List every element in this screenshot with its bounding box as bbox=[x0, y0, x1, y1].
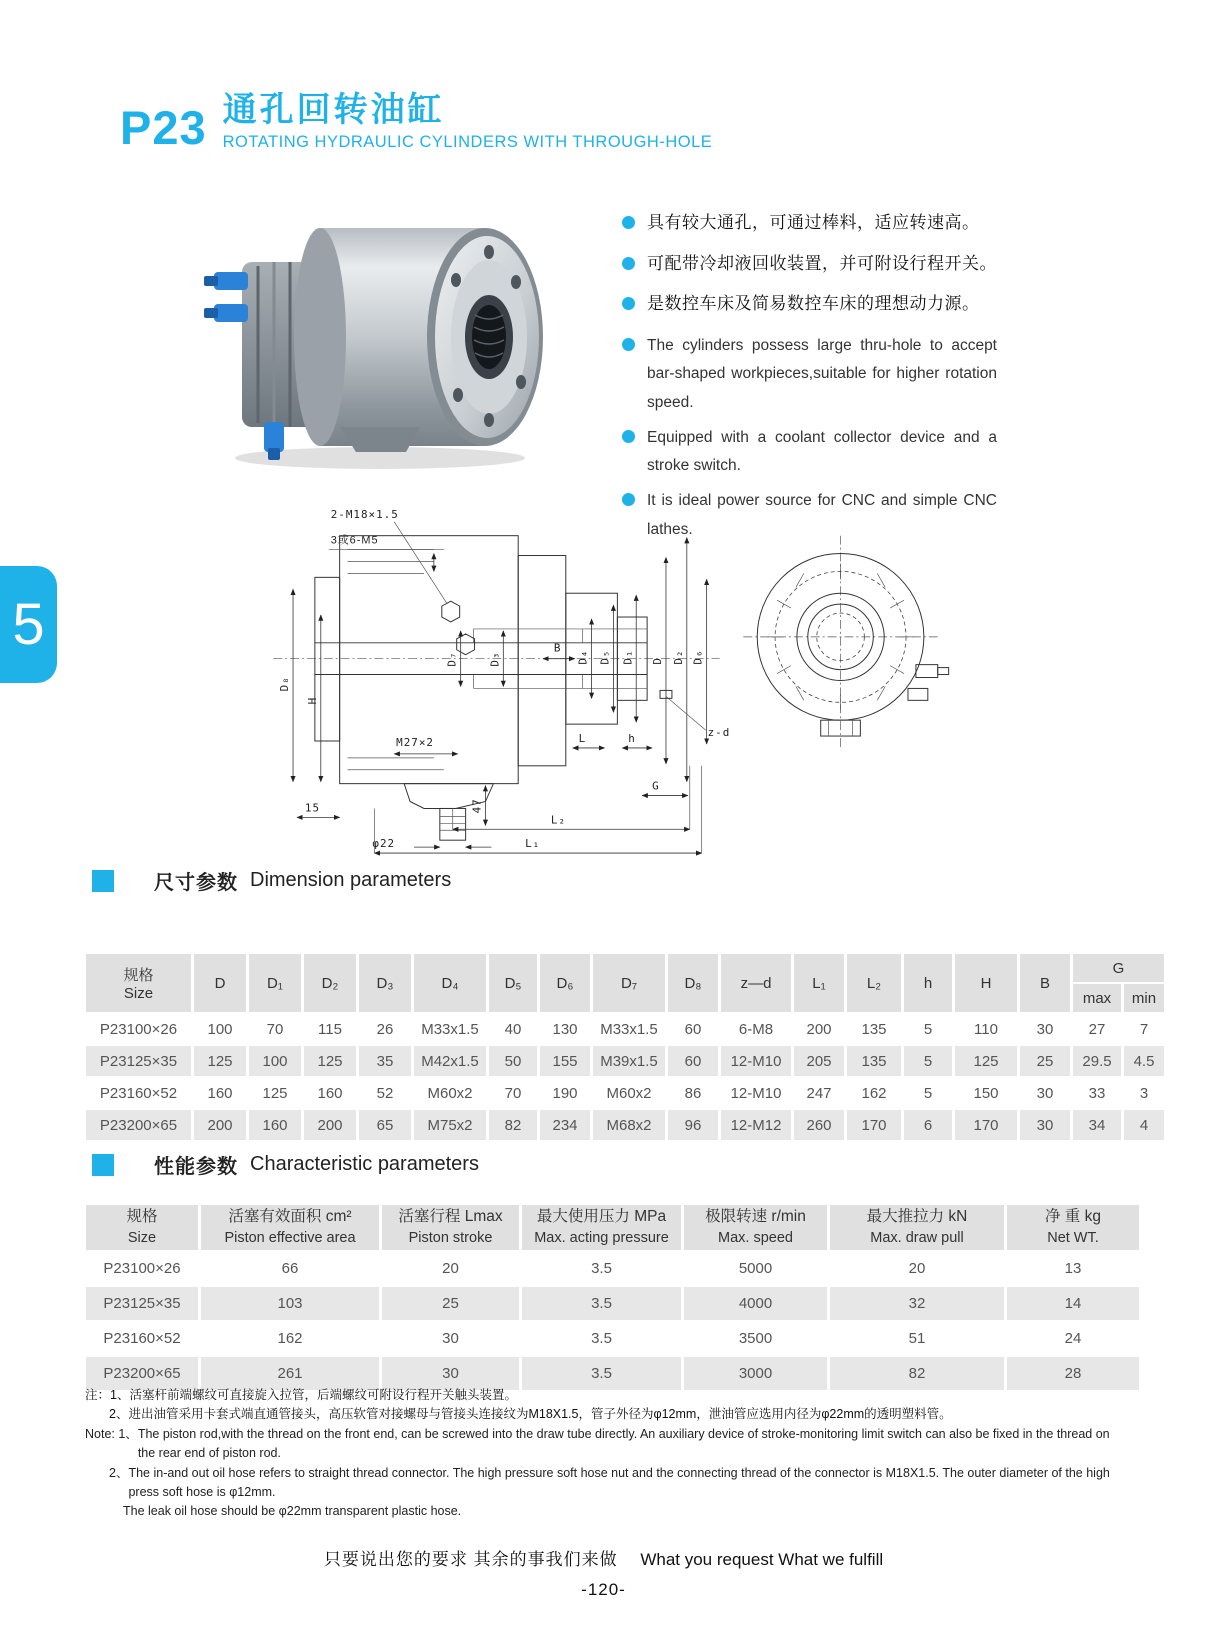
table-cell: 50 bbox=[489, 1046, 537, 1076]
table-cell: 70 bbox=[489, 1078, 537, 1108]
table-cell: M33x1.5 bbox=[593, 1014, 665, 1044]
table-cell: M75x2 bbox=[414, 1110, 486, 1140]
characteristic-table-body bbox=[86, 1252, 1139, 1390]
feature-item bbox=[622, 210, 1042, 236]
table-cell: 3500 bbox=[684, 1322, 827, 1355]
table-cell: P23160×52 bbox=[86, 1078, 191, 1108]
table-cell: 200 bbox=[194, 1110, 246, 1140]
table-cell: 86 bbox=[668, 1078, 718, 1108]
table-cell: 170 bbox=[847, 1110, 901, 1140]
dim-label-zd: z-d bbox=[707, 726, 731, 740]
table-cell: 40 bbox=[489, 1014, 537, 1044]
table-cell: 30 bbox=[382, 1322, 519, 1355]
table-cell: 100 bbox=[194, 1014, 246, 1044]
table-cell: P23100×26 bbox=[86, 1014, 191, 1044]
bullet-icon bbox=[622, 338, 635, 351]
table-cell: 160 bbox=[304, 1078, 356, 1108]
table-cell: 33 bbox=[1073, 1078, 1121, 1108]
notes-block bbox=[85, 1386, 1130, 1522]
table-cell: 3.5 bbox=[522, 1252, 681, 1285]
section-title-zh: 性能参数 bbox=[154, 1156, 238, 1178]
dim-label-d4: D₄ bbox=[576, 649, 590, 665]
table-cell: 34 bbox=[1073, 1110, 1121, 1140]
table-cell: M33x1.5 bbox=[414, 1014, 486, 1044]
feature-item bbox=[622, 424, 1042, 481]
table-cell: 162 bbox=[201, 1322, 379, 1355]
table-cell: 25 bbox=[1020, 1046, 1070, 1076]
dim-label-phi22: φ22 bbox=[372, 837, 396, 851]
table-cell: 60 bbox=[668, 1014, 718, 1044]
dim-label-h-small: h bbox=[628, 731, 636, 745]
table-cell: 260 bbox=[794, 1110, 844, 1140]
col-header: 净 重 kg Net WT. bbox=[1007, 1205, 1139, 1250]
table-cell: 82 bbox=[489, 1110, 537, 1140]
table-cell: 20 bbox=[382, 1252, 519, 1285]
feature-text: Equipped with a coolant collector device and a stroke switch. bbox=[647, 428, 997, 475]
table-cell: 125 bbox=[304, 1046, 356, 1076]
section-marker-icon bbox=[92, 870, 114, 892]
dim-label-m18: 2-M18×1.5 bbox=[330, 507, 399, 521]
table-cell: 26 bbox=[359, 1014, 411, 1044]
table-row bbox=[86, 1110, 1164, 1140]
dim-label-d8: D₈ bbox=[278, 676, 292, 692]
table-cell: 130 bbox=[540, 1014, 590, 1044]
section-marker-icon bbox=[92, 1154, 114, 1176]
col-header: D₅ bbox=[489, 954, 537, 1012]
table-cell: 30 bbox=[1020, 1078, 1070, 1108]
table-cell: 162 bbox=[847, 1078, 901, 1108]
col-header: 最大推拉力 kN Max. draw pull bbox=[830, 1205, 1004, 1250]
table-cell: 24 bbox=[1007, 1322, 1139, 1355]
table-cell: 125 bbox=[249, 1078, 301, 1108]
table-cell: 200 bbox=[794, 1014, 844, 1044]
table-cell: M68x2 bbox=[593, 1110, 665, 1140]
table-cell: 6 bbox=[904, 1110, 952, 1140]
table-cell: 3.5 bbox=[522, 1322, 681, 1355]
feature-text: 具有较大通孔，可通过棒料，适应转速高。 bbox=[647, 213, 980, 232]
note-line: 2、 进出油管采用卡套式端直通管接头，高压软管对接螺母与管接头连接纹为M18X1.5，管子外径为φ12mm，泄油管应选用内径为φ22mm的透明塑料管。 bbox=[109, 1407, 952, 1422]
table-cell: 12-M10 bbox=[721, 1078, 791, 1108]
table-cell: 12-M10 bbox=[721, 1046, 791, 1076]
table-cell: 103 bbox=[201, 1287, 379, 1320]
page-title-en: ROTATING HYDRAULIC CYLINDERS WITH THROUGH-HOLE bbox=[222, 133, 713, 152]
col-header: L₁ bbox=[794, 954, 844, 1012]
table-cell: 32 bbox=[830, 1287, 1004, 1320]
dim-label-h: H bbox=[305, 696, 319, 705]
table-cell: 96 bbox=[668, 1110, 718, 1140]
note-line: 注：1、 活塞杆前端螺纹可直接旋入拉管，后端螺纹可附设行程开关触头装置。 bbox=[85, 1388, 517, 1402]
col-header: H bbox=[955, 954, 1017, 1012]
col-header: D₄ bbox=[414, 954, 486, 1012]
col-header: D₂ bbox=[304, 954, 356, 1012]
bullet-icon bbox=[622, 216, 635, 229]
table-cell: P23200×65 bbox=[86, 1110, 191, 1140]
table-cell: 115 bbox=[304, 1014, 356, 1044]
table-cell: P23125×35 bbox=[86, 1287, 198, 1320]
bullet-icon bbox=[622, 257, 635, 270]
dim-label-d3: D₃ bbox=[488, 651, 502, 667]
table-row bbox=[86, 1287, 1139, 1320]
product-photo bbox=[190, 200, 565, 480]
col-header-size: 规格 Size bbox=[86, 954, 191, 1012]
table-row bbox=[86, 1014, 1164, 1044]
dim-label-d5: D₅ bbox=[598, 649, 612, 665]
table-cell: 155 bbox=[540, 1046, 590, 1076]
table-cell: 110 bbox=[955, 1014, 1017, 1044]
table-cell: 7 bbox=[1124, 1014, 1164, 1044]
bullet-icon bbox=[622, 297, 635, 310]
table-cell: M39x1.5 bbox=[593, 1046, 665, 1076]
table-cell: 13 bbox=[1007, 1252, 1139, 1285]
table-cell: 60 bbox=[668, 1046, 718, 1076]
dimension-table-body bbox=[86, 1014, 1164, 1140]
table-cell: 82 bbox=[830, 1357, 1004, 1390]
dim-label-d: D bbox=[651, 657, 665, 665]
col-header: D₁ bbox=[249, 954, 301, 1012]
col-header: 活塞行程 Lmax Piston stroke bbox=[382, 1205, 519, 1250]
table-cell: 3 bbox=[1124, 1078, 1164, 1108]
bullet-icon bbox=[622, 430, 635, 443]
dimension-table bbox=[83, 952, 1167, 1142]
table-cell: 234 bbox=[540, 1110, 590, 1140]
note-line: 2、 The in-and out oil hose refers to straight thread connector. The high pressure soft hose nut and the connecting thread of the connector is M18X1.5. The outer diameter of the high press soft hose is φ12mm. bbox=[109, 1465, 1110, 1499]
col-header: D bbox=[194, 954, 246, 1012]
col-header-g-max: max bbox=[1073, 984, 1121, 1012]
table-cell: 3.5 bbox=[522, 1357, 681, 1390]
table-cell: 160 bbox=[194, 1078, 246, 1108]
dim-label-d6: D₆ bbox=[691, 649, 705, 665]
feature-text: The cylinders possess large thru-hole to accept bar-shaped workpieces,suitable for higher rotation speed. bbox=[647, 336, 997, 411]
table-cell: 5000 bbox=[684, 1252, 827, 1285]
table-cell: 160 bbox=[249, 1110, 301, 1140]
col-header: D₇ bbox=[593, 954, 665, 1012]
footer-slogan bbox=[0, 1545, 1207, 1570]
table-cell: 150 bbox=[955, 1078, 1017, 1108]
table-cell: 6-M8 bbox=[721, 1014, 791, 1044]
table-cell: M42x1.5 bbox=[414, 1046, 486, 1076]
table-cell: 5 bbox=[904, 1078, 952, 1108]
table-cell: 66 bbox=[201, 1252, 379, 1285]
feature-text: 是数控车床及简易数控车床的理想动力源。 bbox=[647, 294, 980, 313]
dim-label-d1: D₁ bbox=[621, 649, 635, 665]
col-header: 规格 Size bbox=[86, 1205, 198, 1250]
table-cell: 125 bbox=[955, 1046, 1017, 1076]
table-cell: 190 bbox=[540, 1078, 590, 1108]
page-title-zh: 通孔回转油缸 bbox=[222, 91, 445, 129]
dim-label-l: L bbox=[578, 731, 587, 745]
section-title-dimension bbox=[92, 866, 451, 895]
dim-label-m27: M27×2 bbox=[396, 735, 434, 749]
table-row bbox=[86, 1078, 1164, 1108]
table-row bbox=[86, 1046, 1164, 1076]
col-header: L₂ bbox=[847, 954, 901, 1012]
dim-label-15: 15 bbox=[304, 801, 321, 815]
table-cell: 200 bbox=[304, 1110, 356, 1140]
page-header bbox=[120, 92, 712, 155]
col-header-g: G bbox=[1073, 954, 1164, 982]
technical-drawing bbox=[245, 498, 960, 863]
table-cell: M60x2 bbox=[593, 1078, 665, 1108]
feature-text: 可配带冷却液回收装置，并可附设行程开关。 bbox=[647, 253, 997, 273]
dim-label-47: 47 bbox=[470, 798, 484, 814]
table-cell: 4000 bbox=[684, 1287, 827, 1320]
table-cell: 65 bbox=[359, 1110, 411, 1140]
dim-label-d7: D₇ bbox=[445, 651, 459, 667]
col-header: B bbox=[1020, 954, 1070, 1012]
table-cell: 51 bbox=[830, 1322, 1004, 1355]
table-cell: 247 bbox=[794, 1078, 844, 1108]
table-cell: 29.5 bbox=[1073, 1046, 1121, 1076]
section-title-zh: 尺寸参数 bbox=[154, 872, 238, 894]
dim-label-b: B bbox=[553, 641, 562, 655]
section-title-en: Dimension parameters bbox=[250, 869, 452, 891]
table-cell: 35 bbox=[359, 1046, 411, 1076]
characteristic-table bbox=[83, 1203, 1142, 1392]
feature-item bbox=[622, 332, 1042, 418]
product-photo-illustration bbox=[190, 200, 565, 480]
table-cell: 261 bbox=[201, 1357, 379, 1390]
table-cell: 3000 bbox=[684, 1357, 827, 1390]
table-cell: P23100×26 bbox=[86, 1252, 198, 1285]
table-cell: 205 bbox=[794, 1046, 844, 1076]
note-line: The leak oil hose should be φ22mm transparent plastic hose. bbox=[123, 1504, 462, 1519]
table-row bbox=[86, 1322, 1139, 1355]
dim-label-m5: 3或6-M5 bbox=[330, 534, 379, 547]
feature-text: It is ideal power source for CNC and simple CNC lathes. bbox=[647, 491, 997, 538]
section-title-en: Characteristic parameters bbox=[250, 1153, 479, 1175]
table-cell: 4.5 bbox=[1124, 1046, 1164, 1076]
col-header: 极限转速 r/min Max. speed bbox=[684, 1205, 827, 1250]
feature-item bbox=[622, 251, 1042, 277]
footer-slogan-en: What you request What we fulfill bbox=[640, 1550, 884, 1569]
table-cell: 25 bbox=[382, 1287, 519, 1320]
section-title-characteristic bbox=[92, 1150, 479, 1179]
table-cell: 30 bbox=[1020, 1110, 1070, 1140]
col-header: 最大使用压力 MPa Max. acting pressure bbox=[522, 1205, 681, 1250]
table-cell: 27 bbox=[1073, 1014, 1121, 1044]
page-number: -120- bbox=[581, 1580, 626, 1599]
table-cell: 5 bbox=[904, 1014, 952, 1044]
table-cell: 28 bbox=[1007, 1357, 1139, 1390]
table-cell: 30 bbox=[382, 1357, 519, 1390]
table-cell: 30 bbox=[1020, 1014, 1070, 1044]
table-cell: 70 bbox=[249, 1014, 301, 1044]
table-row bbox=[86, 1252, 1139, 1285]
chapter-tab: 5 bbox=[0, 566, 57, 683]
table-cell: 5 bbox=[904, 1046, 952, 1076]
table-cell: 52 bbox=[359, 1078, 411, 1108]
table-cell: 100 bbox=[249, 1046, 301, 1076]
col-header: z—d bbox=[721, 954, 791, 1012]
table-cell: P23160×52 bbox=[86, 1322, 198, 1355]
note-line: Note: 1、 The piston rod,with the thread on the front end, can be screwed into the draw tube directly. An auxiliary device of stroke-monitoring limit switch can also be fixed in the thread on the rear end of piston rod. bbox=[85, 1426, 1110, 1461]
dim-label-l2: L₂ bbox=[550, 813, 567, 827]
table-cell: 3.5 bbox=[522, 1287, 681, 1320]
table-cell: 125 bbox=[194, 1046, 246, 1076]
col-header: D₆ bbox=[540, 954, 590, 1012]
dim-label-l1: L₁ bbox=[525, 837, 541, 851]
table-cell: 14 bbox=[1007, 1287, 1139, 1320]
col-header-g-min: min bbox=[1124, 984, 1164, 1012]
dim-label-g: G bbox=[652, 779, 660, 793]
feature-item bbox=[622, 291, 1042, 317]
table-cell: P23200×65 bbox=[86, 1357, 198, 1390]
model-code: P23 bbox=[120, 101, 207, 154]
dim-label-d2: D₂ bbox=[671, 649, 685, 665]
col-header: h bbox=[904, 954, 952, 1012]
table-cell: 135 bbox=[847, 1046, 901, 1076]
table-cell: 4 bbox=[1124, 1110, 1164, 1140]
table-cell: 135 bbox=[847, 1014, 901, 1044]
col-header: 活塞有效面积 cm² Piston effective area bbox=[201, 1205, 379, 1250]
table-cell: 12-M12 bbox=[721, 1110, 791, 1140]
footer-slogan-zh: 只要说出您的要求 其余的事我们来做 bbox=[323, 1550, 618, 1569]
table-cell: 20 bbox=[830, 1252, 1004, 1285]
col-header: D₈ bbox=[668, 954, 718, 1012]
table-cell: 170 bbox=[955, 1110, 1017, 1140]
table-cell: M60x2 bbox=[414, 1078, 486, 1108]
col-header: D₃ bbox=[359, 954, 411, 1012]
table-cell: P23125×35 bbox=[86, 1046, 191, 1076]
